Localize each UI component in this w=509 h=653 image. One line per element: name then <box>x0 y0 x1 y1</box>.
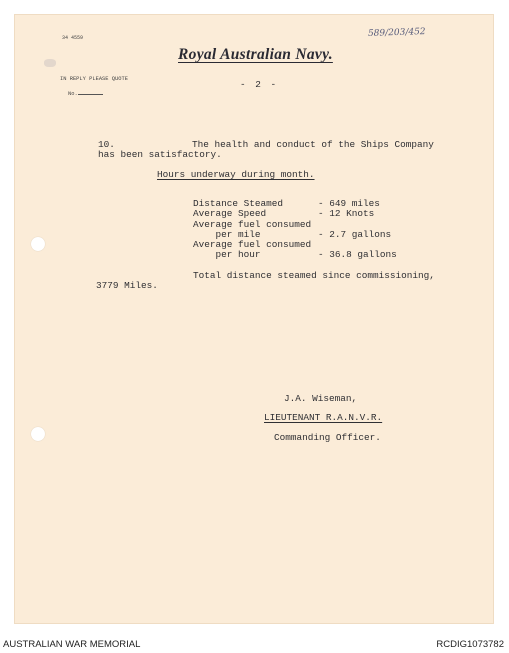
page-number: - 2 - <box>240 79 279 90</box>
hours-underway-heading: Hours underway during month. <box>157 169 315 180</box>
stat-label-fuel-mile-1: Average fuel consumed <box>193 219 312 230</box>
total-distance-line: Total distance steamed since commissioning, <box>193 270 435 281</box>
footer-record-id: RCDIG1073782 <box>436 639 504 650</box>
letterhead-title: Royal Australian Navy. <box>178 46 333 63</box>
stat-label-fuel-hour-1: Average fuel consumed <box>193 239 312 250</box>
paragraph-number: 10. <box>98 139 115 150</box>
signature-title: Commanding Officer. <box>274 432 381 443</box>
signature-rank: LIEUTENANT R.A.N.V.R. <box>264 412 383 423</box>
reference-number-small: 34 4559 <box>62 35 84 41</box>
reply-number-label: No. <box>68 91 78 97</box>
signature-name: J.A. Wiseman, <box>284 393 358 404</box>
stat-value-fuel-hour: - 36.8 gallons <box>318 249 397 260</box>
stat-label-distance: Distance Steamed <box>193 198 284 209</box>
reply-quote-label: IN REPLY PLEASE QUOTE <box>60 76 128 82</box>
stat-label-speed: Average Speed <box>193 208 267 219</box>
reply-number-line <box>78 94 103 95</box>
stat-value-distance: - 649 miles <box>318 198 380 209</box>
document-page <box>14 14 494 624</box>
stat-value-speed: - 12 Knots <box>318 208 375 219</box>
punch-hole-top <box>31 237 45 251</box>
paragraph-line-2: has been satisfactory. <box>98 149 222 160</box>
handwritten-file-reference: 589/203/452 <box>367 26 426 40</box>
stat-value-fuel-mile: - 2.7 gallons <box>318 229 392 240</box>
stat-label-fuel-hour-2: per hour <box>193 249 261 260</box>
total-miles: 3779 Miles. <box>96 280 158 291</box>
paragraph-line-1: The health and conduct of the Ships Company <box>192 139 434 150</box>
punch-hole-bottom <box>31 427 45 441</box>
stat-label-fuel-mile-2: per mile <box>193 229 261 240</box>
footer-archive-name: AUSTRALIAN WAR MEMORIAL <box>3 639 141 650</box>
ink-blot <box>44 59 56 67</box>
